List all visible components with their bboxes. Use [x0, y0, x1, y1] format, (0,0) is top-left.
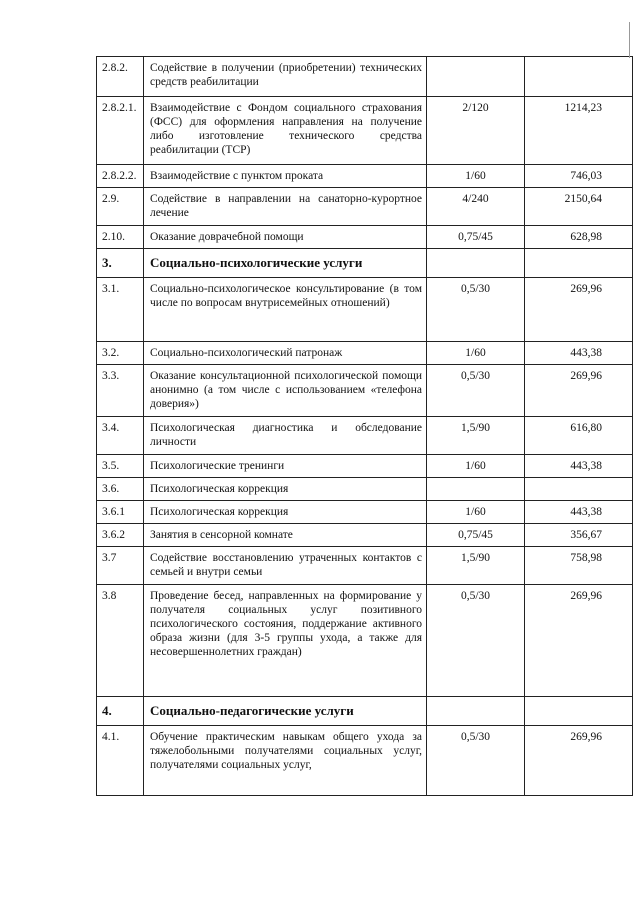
row-number: 3.6.1	[97, 501, 144, 524]
tariff-value: 1214,23	[525, 97, 633, 165]
service-name: Психологическая коррекция	[144, 478, 427, 501]
time-norm: 1/60	[427, 455, 525, 478]
table-row	[97, 57, 633, 97]
document-page	[96, 56, 632, 796]
table-row	[97, 342, 633, 365]
tariff-value: 443,38	[525, 501, 633, 524]
row-number: 4.	[97, 697, 144, 726]
service-name: Содействие в направлении на санаторно-курортное лечение	[144, 188, 427, 226]
table-row	[97, 188, 633, 226]
tariff-value: 269,96	[525, 585, 633, 697]
time-norm: 1/60	[427, 342, 525, 365]
row-number: 3.1.	[97, 278, 144, 342]
table-body	[97, 57, 633, 796]
table-row	[97, 226, 633, 249]
row-number: 2.8.2.1.	[97, 97, 144, 165]
row-number: 2.9.	[97, 188, 144, 226]
row-number: 3.3.	[97, 365, 144, 417]
row-number: 3.6.	[97, 478, 144, 501]
table-row	[97, 97, 633, 165]
time-norm: 0,5/30	[427, 278, 525, 342]
row-number: 2.8.2.2.	[97, 165, 144, 188]
row-number: 2.10.	[97, 226, 144, 249]
tariff-value: 443,38	[525, 342, 633, 365]
row-number: 3.	[97, 249, 144, 278]
time-norm: 1,5/90	[427, 547, 525, 585]
table-row	[97, 524, 633, 547]
table-row	[97, 585, 633, 697]
service-name: Психологические тренинги	[144, 455, 427, 478]
time-norm: 0,75/45	[427, 226, 525, 249]
service-name: Социально-психологический патронаж	[144, 342, 427, 365]
section-row	[97, 697, 633, 726]
tariff-value	[525, 249, 633, 278]
tariff-value: 2150,64	[525, 188, 633, 226]
tariff-value: 443,38	[525, 455, 633, 478]
tariff-value	[525, 478, 633, 501]
time-norm: 4/240	[427, 188, 525, 226]
tariff-value: 269,96	[525, 365, 633, 417]
row-number: 3.7	[97, 547, 144, 585]
service-name: Проведение бесед, направленных на формирование у получателя социальных услуг позитивного психологического состояния, поддержание активного образа жизни (для 3-5 группы ухода, а также для несовершеннолетних граждан)	[144, 585, 427, 697]
tariff-value	[525, 57, 633, 97]
table-row	[97, 501, 633, 524]
table-row	[97, 417, 633, 455]
row-number: 3.2.	[97, 342, 144, 365]
row-number: 2.8.2.	[97, 57, 144, 97]
service-name: Взаимодействие с Фондом социального страхования (ФСС) для оформления направления на получение либо изготовление технического средства реабилитации (ТСР)	[144, 97, 427, 165]
time-norm: 1/60	[427, 501, 525, 524]
service-name: Обучение практическим навыкам общего ухода за тяжелобольными получателями социальных услуг, получателями социальных услуг,	[144, 726, 427, 796]
row-number: 3.6.2	[97, 524, 144, 547]
service-name: Содействие восстановлению утраченных контактов с семьей и внутри семьи	[144, 547, 427, 585]
time-norm: 0,75/45	[427, 524, 525, 547]
service-name: Психологическая диагностика и обследование личности	[144, 417, 427, 455]
service-name: Психологическая коррекция	[144, 501, 427, 524]
table-row	[97, 365, 633, 417]
service-name: Социально-психологическое консультирование (в том числе по вопросам внутрисемейных отношений)	[144, 278, 427, 342]
section-row	[97, 249, 633, 278]
tariff-table	[96, 56, 633, 796]
tariff-value: 356,67	[525, 524, 633, 547]
table-row	[97, 278, 633, 342]
time-norm	[427, 478, 525, 501]
table-row	[97, 547, 633, 585]
tariff-value: 746,03	[525, 165, 633, 188]
time-norm	[427, 697, 525, 726]
service-name: Оказание консультационной психологической помощи анонимно (а том числе с использованием «телефона доверия»)	[144, 365, 427, 417]
row-number: 3.8	[97, 585, 144, 697]
tariff-value	[525, 697, 633, 726]
tariff-value: 269,96	[525, 278, 633, 342]
service-name: Оказание доврачебной помощи	[144, 226, 427, 249]
service-name: Занятия в сенсорной комнате	[144, 524, 427, 547]
tariff-value: 616,80	[525, 417, 633, 455]
margin-mark	[629, 22, 634, 58]
service-name: Социально-психологические услуги	[144, 249, 427, 278]
service-name: Социально-педагогические услуги	[144, 697, 427, 726]
tariff-value: 269,96	[525, 726, 633, 796]
time-norm: 0,5/30	[427, 585, 525, 697]
table-row	[97, 165, 633, 188]
row-number: 3.5.	[97, 455, 144, 478]
time-norm: 1,5/90	[427, 417, 525, 455]
time-norm: 2/120	[427, 97, 525, 165]
service-name: Взаимодействие с пунктом проката	[144, 165, 427, 188]
service-name: Содействие в получении (приобретении) технических средств реабилитации	[144, 57, 427, 97]
table-row	[97, 478, 633, 501]
time-norm	[427, 249, 525, 278]
tariff-value: 628,98	[525, 226, 633, 249]
tariff-value: 758,98	[525, 547, 633, 585]
row-number: 3.4.	[97, 417, 144, 455]
time-norm: 0,5/30	[427, 365, 525, 417]
table-row	[97, 455, 633, 478]
time-norm	[427, 57, 525, 97]
time-norm: 0,5/30	[427, 726, 525, 796]
row-number: 4.1.	[97, 726, 144, 796]
table-row	[97, 726, 633, 796]
time-norm: 1/60	[427, 165, 525, 188]
